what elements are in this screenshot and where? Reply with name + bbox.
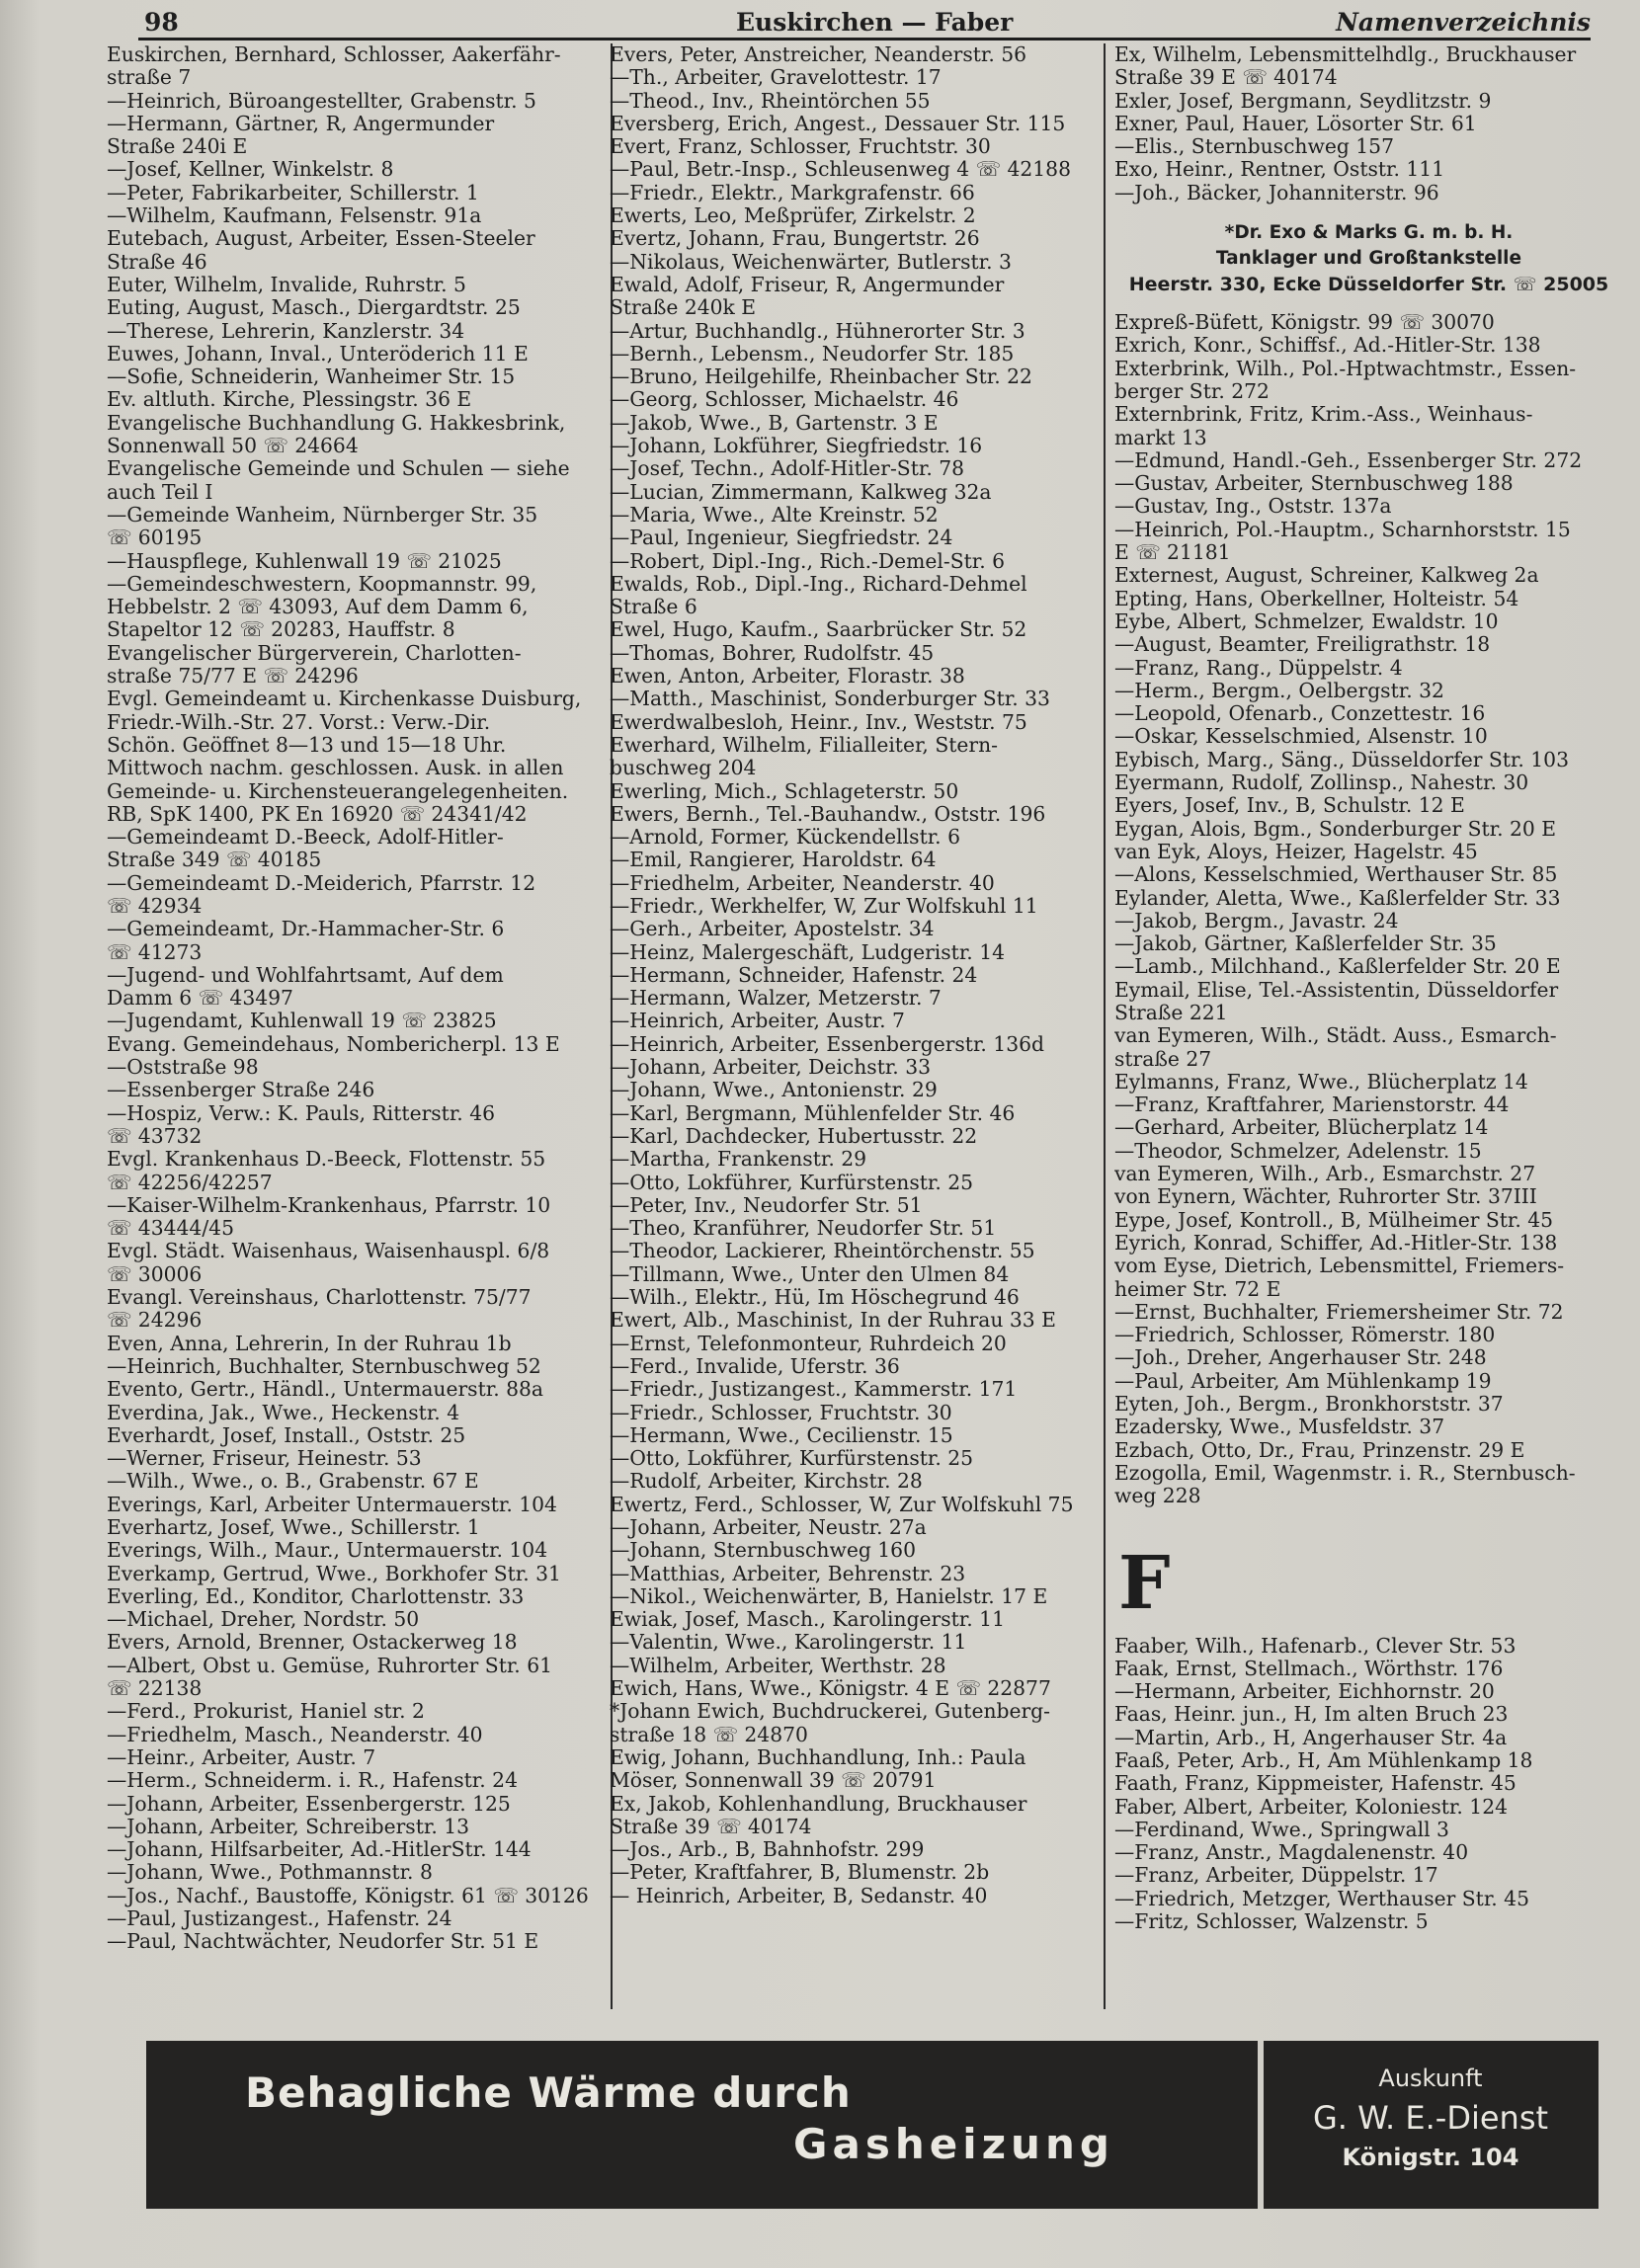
directory-entry: —Theodor, Lackierer, Rheintörchenstr. 55	[610, 1239, 1035, 1263]
directory-entry: ☏ 41273	[107, 939, 203, 964]
directory-entry: —Martha, Frankenstr. 29	[610, 1147, 867, 1172]
directory-entry: —Paul, Betr.-Insp., Schleusenweg 4 ☏ 42188	[610, 157, 1071, 182]
directory-entry: Straße 46	[107, 249, 207, 274]
directory-entry: —Oskar, Kesselschmied, Alsenstr. 10	[1114, 724, 1488, 749]
directory-entry: berger Str. 272	[1114, 378, 1270, 403]
directory-entry: Ezbach, Otto, Dr., Frau, Prinzenstr. 29 E	[1114, 1437, 1525, 1462]
directory-entry: —Wilhelm, Arbeiter, Werthstr. 28	[610, 1653, 946, 1677]
directory-entry: ☏ 42934	[107, 893, 203, 918]
directory-entry: —Karl, Bergmann, Mühlenfelder Str. 46	[610, 1100, 1016, 1125]
directory-entry: —Franz, Anstr., Magdalenenstr. 40	[1114, 1840, 1469, 1865]
directory-entry: Euskirchen, Bernhard, Schlosser, Aakerfähr-	[107, 43, 561, 66]
directory-entry: —Friedr., Werkhelfer, W, Zur Wolfskuhl 11	[610, 893, 1038, 918]
directory-entry: Ewerling, Mich., Schlageterstr. 50	[610, 778, 959, 803]
directory-entry: —Ferd., Prokurist, Haniel str. 2	[107, 1699, 425, 1724]
directory-entry: Friedr.-Wilh.-Str. 27. Vorst.: Verw.-Dir.	[107, 709, 491, 734]
directory-entry: ☏ 30006	[107, 1261, 203, 1286]
directory-entry: — Heinrich, Arbeiter, B, Sedanstr. 40	[610, 1883, 988, 1907]
directory-entry: Ewert, Alb., Maschinist, In der Ruhrau 33 E	[610, 1308, 1056, 1333]
directory-entry: —Matth., Maschinist, Sonderburger Str. 33	[610, 687, 1050, 711]
advert-info-address: Königstr. 104	[1342, 2144, 1519, 2171]
directory-entry: —Hospiz, Verw.: K. Pauls, Ritterstr. 46	[107, 1100, 495, 1125]
directory-entry: —Joh., Dreher, Angerhauser Str. 248	[1114, 1345, 1487, 1370]
directory-entry: Ev. altluth. Kirche, Plessingstr. 36 E	[107, 387, 472, 412]
directory-entry: —Hermann, Walzer, Metzerstr. 7	[610, 986, 942, 1011]
directory-entry: —Wilhelm, Kaufmann, Felsenstr. 91a	[107, 203, 482, 228]
directory-entry: Eymail, Elise, Tel.-Assistentin, Düsseldorfer	[1114, 977, 1559, 1002]
directory-entry: —Bernh., Lebensm., Neudorfer Str. 185	[610, 341, 1015, 365]
directory-entry: Ewich, Hans, Wwe., Königstr. 4 E ☏ 22877	[610, 1676, 1051, 1701]
directory-entry: Eyrich, Konrad, Schiffer, Ad.-Hitler-Str. 138	[1114, 1230, 1558, 1255]
directory-entry: Evangelischer Bürgerverein, Charlotten-	[107, 640, 522, 665]
directory-entry: —Josef, Techn., Adolf-Hitler-Str. 78	[610, 456, 965, 481]
directory-entry: —Sofie, Schneiderin, Wanheimer Str. 15	[107, 364, 516, 389]
directory-entry: —Friedhelm, Arbeiter, Neanderstr. 40	[610, 870, 995, 895]
directory-entry: Evgl. Städt. Waisenhaus, Waisenhauspl. 6/8	[107, 1239, 550, 1263]
directory-entry: Evangelische Buchhandlung G. Hakkesbrink,	[107, 410, 566, 435]
directory-entry: Straße 6	[610, 595, 697, 619]
column-3-f-entries	[1114, 1635, 1623, 1934]
directory-entry: Exo, Heinr., Rentner, Oststr. 111	[1114, 157, 1445, 182]
exo-line-3: Heerstr. 330, Ecke Düsseldorfer Str. ☏ 25005	[1128, 274, 1609, 296]
directory-entry: —Werner, Friseur, Heinestr. 53	[107, 1446, 422, 1471]
directory-entry: Ewig, Johann, Buchhandlung, Inh.: Paula	[610, 1744, 1026, 1769]
directory-entry: —Bruno, Heilgehilfe, Rheinbacher Str. 22	[610, 364, 1032, 389]
directory-entry: Faber, Albert, Arbeiter, Koloniestr. 124	[1114, 1794, 1509, 1819]
column-3	[1114, 43, 1623, 1933]
directory-entry: —Johann, Hilfsarbeiter, Ad.-HitlerStr. 144	[107, 1837, 532, 1862]
directory-entry: Ezogolla, Emil, Wagenmstr. i. R., Sternbusch-	[1114, 1460, 1576, 1485]
directory-entry: —Otto, Lokführer, Kurfürstenstr. 25	[610, 1170, 974, 1194]
directory-entry: —Franz, Kraftfahrer, Marienstorstr. 44	[1114, 1093, 1510, 1117]
column-3-middle-entries	[1114, 311, 1623, 1507]
directory-entry: ☏ 43444/45	[107, 1216, 234, 1241]
column-2	[610, 43, 1104, 1907]
directory-entry: Ewald, Adolf, Friseur, R, Angermunder	[610, 272, 1005, 296]
directory-entry: —Jos., Arb., B, Bahnhofstr. 299	[610, 1837, 925, 1862]
directory-entry: Externbrink, Fritz, Krim.-Ass., Weinhaus-	[1114, 402, 1533, 427]
gas-heating-advert	[146, 2041, 1599, 2209]
directory-entry: —Johann, Wwe., Pothmannstr. 8	[107, 1860, 433, 1885]
directory-entry: Eylmanns, Franz, Wwe., Blücherplatz 14	[1114, 1069, 1528, 1094]
directory-entry: —Theo, Kranführer, Neudorfer Str. 51	[610, 1216, 997, 1241]
directory-entry: —Jos., Nachf., Baustoffe, Königstr. 61 ☏ 30126	[107, 1883, 589, 1907]
directory-entry: ☏ 42256/42257	[107, 1170, 273, 1194]
directory-entry: —Jakob, Bergm., Javastr. 24	[1114, 908, 1399, 932]
directory-entry: Straße 221	[1114, 1000, 1228, 1024]
directory-entry: —Johann, Arbeiter, Neustr. 27a	[610, 1515, 927, 1539]
directory-entry: Straße 240i E	[107, 134, 248, 159]
directory-entry: Eylander, Aletta, Wwe., Kaßlerfelder Str. 33	[1114, 885, 1561, 910]
directory-entry: Eyten, Joh., Bergm., Bronkhorststr. 37	[1114, 1392, 1504, 1417]
directory-entry: —Paul, Arbeiter, Am Mühlenkamp 19	[1114, 1368, 1492, 1393]
advert-slogan-1: Behagliche Wärme durch	[245, 2068, 852, 2117]
directory-entry: —Elis., Sternbuschweg 157	[1114, 134, 1394, 159]
directory-entry: —Thomas, Bohrer, Rudolfstr. 45	[610, 640, 935, 665]
directory-entry: Ewiak, Josef, Masch., Karolingerstr. 11	[610, 1607, 1005, 1632]
directory-entry: —Ferdinand, Wwe., Springwall 3	[1114, 1817, 1449, 1841]
directory-entry: weg 228	[1114, 1484, 1201, 1508]
directory-entry: Ewers, Bernh., Tel.-Bauhandw., Oststr. 196	[610, 801, 1046, 826]
directory-entry: Eyers, Josef, Inv., B, Schulstr. 12 E	[1114, 793, 1465, 818]
directory-entry: Evangl. Vereinshaus, Charlottenstr. 75/77	[107, 1285, 532, 1310]
directory-entry: auch Teil I	[107, 479, 213, 504]
directory-entry: —Johann, Lokführer, Siegfriedstr. 16	[610, 434, 983, 458]
directory-entry: —Hauspflege, Kuhlenwall 19 ☏ 21025	[107, 548, 502, 573]
directory-entry: —Heinrich, Arbeiter, Essenbergerstr. 136d	[610, 1031, 1044, 1056]
directory-entry: Epting, Hans, Oberkellner, Holteistr. 54	[1114, 586, 1519, 610]
directory-entry: Everling, Ed., Konditor, Charlottenstr. 33	[107, 1583, 525, 1608]
directory-entry: Faaber, Wilh., Hafenarb., Clever Str. 53	[1114, 1633, 1517, 1658]
page-range: Euskirchen — Faber	[736, 8, 1014, 37]
directory-entry: —Hermann, Wwe., Cecilienstr. 15	[610, 1422, 953, 1447]
directory-entry: Evert, Franz, Schlosser, Fruchtstr. 30	[610, 134, 991, 159]
directory-entry: straße 27	[1114, 1046, 1212, 1071]
directory-entry: —Paul, Nachtwächter, Neudorfer Str. 51 E	[107, 1929, 539, 1954]
directory-entry: —Fritz, Schlosser, Walzenstr. 5	[1114, 1909, 1429, 1934]
directory-entry: —Gemeindeamt D.-Beeck, Adolf-Hitler-	[107, 825, 504, 850]
directory-entry: —Arnold, Former, Kückendellstr. 6	[610, 825, 960, 850]
directory-entry: —Th., Arbeiter, Gravelottestr. 17	[610, 65, 942, 90]
directory-entry: Schön. Geöffnet 8—13 und 15—18 Uhr.	[107, 732, 507, 757]
directory-entry: —Michael, Dreher, Nordstr. 50	[107, 1607, 420, 1632]
section-letter: F	[1118, 1540, 1171, 1626]
directory-entry: Eype, Josef, Kontroll., B, Mülheimer Str. 45	[1114, 1207, 1554, 1232]
directory-entry: Eygan, Alois, Bgm., Sonderburger Str. 20 E	[1114, 816, 1557, 841]
directory-entry: Euting, August, Masch., Diergardtstr. 25	[107, 295, 521, 320]
directory-entry: Sonnenwall 50 ☏ 24664	[107, 434, 359, 458]
directory-entry: Eutebach, August, Arbeiter, Essen-Steeler	[107, 226, 535, 251]
directory-entry: —August, Beamter, Freiligrathstr. 18	[1114, 632, 1491, 657]
directory-entry: —Franz, Rang., Düppelstr. 4	[1114, 655, 1403, 680]
directory-entry: —Ernst, Telefonmonteur, Ruhrdeich 20	[610, 1331, 1007, 1355]
directory-entry: —Heinz, Malergeschäft, Ludgeristr. 14	[610, 939, 1005, 964]
directory-entry: Everings, Wilh., Maur., Untermauerstr. 104	[107, 1538, 548, 1563]
directory-entry: Ewerdwalbesloh, Heinr., Inv., Weststr. 75	[610, 709, 1027, 734]
directory-entry: Gemeinde- u. Kirchensteuerangelegenheiten.	[107, 778, 569, 803]
directory-entry: —Leopold, Ofenarb., Conzettestr. 16	[1114, 701, 1486, 726]
directory-entry: ☏ 60195	[107, 526, 203, 550]
directory-entry: —Johann, Sternbuschweg 160	[610, 1538, 916, 1563]
directory-entry: Everhardt, Josef, Install., Oststr. 25	[107, 1422, 466, 1447]
directory-entry: —Joh., Bäcker, Johanniterstr. 96	[1114, 180, 1439, 204]
directory-entry: —Paul, Justizangest., Hafenstr. 24	[107, 1906, 452, 1931]
directory-entry: van Eymeren, Wilh., Arb., Esmarchstr. 27	[1114, 1162, 1536, 1186]
directory-entry: Mittwoch nachm. geschlossen. Ausk. in allen	[107, 756, 564, 780]
directory-entry: —Heinrich, Buchhalter, Sternbuschweg 52	[107, 1353, 541, 1378]
directory-entry: —Emil, Rangierer, Haroldstr. 64	[610, 848, 937, 872]
directory-entry: —Heinrich, Arbeiter, Austr. 7	[610, 1009, 905, 1033]
directory-entry: —Hermann, Schneider, Hafenstr. 24	[610, 962, 978, 987]
directory-entry: Exner, Paul, Hauer, Lösorter Str. 61	[1114, 111, 1477, 135]
section-title: Namenverzeichnis	[1336, 8, 1591, 37]
directory-entry: —Alons, Kesselschmied, Werthauser Str. 85	[1114, 862, 1558, 887]
directory-entry: Expreß-Büfett, Königstr. 99 ☏ 30070	[1114, 310, 1495, 335]
directory-entry: Faas, Heinr. jun., H, Im alten Bruch 23	[1114, 1702, 1509, 1727]
directory-entry: —Herm., Bergm., Oelbergstr. 32	[1114, 678, 1444, 702]
advert-slogan-2: Gasheizung	[793, 2120, 1114, 2168]
directory-entry: —Martin, Arb., H, Angerhauser Str. 4a	[1114, 1725, 1508, 1749]
directory-entry: Eyermann, Rudolf, Zollinsp., Nahestr. 30	[1114, 770, 1529, 795]
directory-entry: —Rudolf, Arbeiter, Kirchstr. 28	[610, 1469, 923, 1494]
directory-entry: Stapeltor 12 ☏ 20283, Hauffstr. 8	[107, 617, 455, 642]
directory-entry: —Johann, Arbeiter, Essenbergerstr. 125	[107, 1791, 511, 1816]
directory-entry: straße 18 ☏ 24870	[610, 1722, 808, 1746]
directory-entry: Exrich, Konr., Schiffsf., Ad.-Hitler-Str. 138	[1114, 333, 1541, 358]
directory-entry: ☏ 43732	[107, 1123, 203, 1148]
directory-entry: ☏ 24296	[107, 1308, 203, 1333]
directory-entry: Externest, August, Schreiner, Kalkweg 2a	[1114, 563, 1539, 588]
directory-entry: —Hermann, Gärtner, R, Angermunder	[107, 111, 495, 135]
directory-entry: —Friedr., Justizangest., Kammerstr. 171	[610, 1377, 1018, 1402]
directory-entry: Even, Anna, Lehrerin, In der Ruhrau 1b	[107, 1331, 512, 1355]
directory-entry: —Peter, Fabrikarbeiter, Schillerstr. 1	[107, 180, 479, 204]
advert-info	[1292, 2061, 1569, 2175]
directory-entry: Ewerhard, Wilhelm, Filialleiter, Stern-	[610, 732, 998, 757]
directory-entry: van Eymeren, Wilh., Städt. Auss., Esmarch-	[1114, 1023, 1557, 1048]
directory-entry: Faak, Ernst, Stellmach., Wörthstr. 176	[1114, 1656, 1504, 1680]
directory-entry: —Johann, Arbeiter, Schreiberstr. 13	[107, 1814, 470, 1838]
directory-entry: —Nikolaus, Weichenwärter, Butlerstr. 3	[610, 249, 1012, 274]
directory-entry: Evertz, Johann, Frau, Bungertstr. 26	[610, 226, 980, 251]
directory-entry: —Matthias, Arbeiter, Behrenstr. 23	[610, 1561, 966, 1585]
directory-entry: —Gemeindeamt, Dr.-Hammacher-Str. 6	[107, 917, 505, 941]
directory-entry: —Lamb., Milchhand., Kaßlerfelder Str. 20 E	[1114, 954, 1561, 979]
directory-entry: —Josef, Kellner, Winkelstr. 8	[107, 157, 394, 182]
directory-entry: Eversberg, Erich, Angest., Dessauer Str. 115	[610, 111, 1066, 135]
directory-entry: —Ernst, Buchhalter, Friemersheimer Str. 72	[1114, 1299, 1564, 1324]
directory-entry: Straße 240k E	[610, 295, 757, 320]
column-3-top-entries	[1114, 43, 1623, 204]
directory-entry: Evento, Gertr., Händl., Untermauerstr. 88a	[107, 1377, 543, 1402]
directory-entry: Möser, Sonnenwall 39 ☏ 20791	[610, 1768, 937, 1793]
directory-entry: —Jugendamt, Kuhlenwall 19 ☏ 23825	[107, 1009, 497, 1033]
directory-entry: Straße 349 ☏ 40185	[107, 848, 322, 872]
directory-entry: Straße 39 ☏ 40174	[610, 1814, 812, 1838]
directory-entry: —Friedr., Elektr., Markgrafenstr. 66	[610, 180, 975, 204]
directory-entry: —Heinrich, Pol.-Hauptm., Scharnhorststr. 15	[1114, 517, 1571, 541]
directory-entry: Ewerts, Leo, Meßprüfer, Zirkelstr. 2	[610, 203, 976, 228]
directory-entry: —Gustav, Arbeiter, Sternbuschweg 188	[1114, 471, 1514, 496]
directory-entry: —Robert, Dipl.-Ing., Rich.-Demel-Str. 6	[610, 548, 1006, 573]
column-divider	[1104, 43, 1106, 2009]
directory-entry: *Johann Ewich, Buchdruckerei, Gutenberg-	[610, 1699, 1051, 1724]
directory-entry: RB, SpK 1400, PK En 16920 ☏ 24341/42	[107, 801, 528, 826]
directory-entry: —Gustav, Ing., Oststr. 137a	[1114, 494, 1392, 519]
exo-line-1: *Dr. Exo & Marks G. m. b. H.	[1224, 222, 1514, 244]
directory-entry: Eybe, Albert, Schmelzer, Ewaldstr. 10	[1114, 608, 1499, 633]
directory-entry: —Hermann, Arbeiter, Eichhornstr. 20	[1114, 1679, 1495, 1704]
directory-entry: von Eynern, Wächter, Ruhrorter Str. 37III	[1114, 1184, 1537, 1209]
directory-entry: Evgl. Krankenhaus D.-Beeck, Flottenstr. 55	[107, 1147, 546, 1172]
directory-entry: straße 7	[107, 65, 192, 90]
directory-entry: —Wilh., Wwe., o. B., Grabenstr. 67 E	[107, 1469, 479, 1494]
directory-entry: Exterbrink, Wilh., Pol.-Hptwachtmstr., Essen-	[1114, 356, 1577, 380]
directory-entry: Evgl. Gemeindeamt u. Kirchenkasse Duisburg,	[107, 687, 582, 711]
directory-entry: heimer Str. 72 E	[1114, 1276, 1281, 1301]
directory-entry: Ewertz, Ferd., Schlosser, W, Zur Wolfskuhl 75	[610, 1492, 1074, 1516]
advert-info-service: G. W. E.-Dienst	[1312, 2099, 1549, 2137]
directory-entry: —Theod., Inv., Rheintörchen 55	[610, 88, 931, 113]
page-header	[138, 8, 1591, 40]
directory-entry: —Gemeinde Wanheim, Nürnberger Str. 35	[107, 502, 538, 526]
directory-entry: —Kaiser-Wilhelm-Krankenhaus, Pfarrstr. 10	[107, 1192, 551, 1217]
directory-entry: —Artur, Buchhandlg., Hühnerorter Str. 3	[610, 318, 1025, 343]
directory-entry: —Lucian, Zimmermann, Kalkweg 32a	[610, 479, 992, 504]
directory-entry: Everdina, Jak., Wwe., Heckenstr. 4	[107, 1400, 460, 1424]
directory-entry: —Georg, Schlosser, Michaelstr. 46	[610, 387, 959, 412]
directory-entry: Exler, Josef, Bergmann, Seydlitzstr. 9	[1114, 88, 1492, 113]
directory-entry: Evers, Peter, Anstreicher, Neanderstr. 56	[610, 43, 1027, 66]
directory-entry: —Albert, Obst u. Gemüse, Ruhrorter Str. 61	[107, 1653, 553, 1677]
directory-entry: vom Eyse, Dietrich, Lebensmittel, Friemers-	[1114, 1254, 1565, 1278]
directory-entry: —Ferd., Invalide, Uferstr. 36	[610, 1353, 900, 1378]
page-number: 98	[144, 8, 179, 37]
directory-entry: Straße 39 E ☏ 40174	[1114, 65, 1338, 90]
directory-entry: —Johann, Wwe., Antonienstr. 29	[610, 1078, 938, 1102]
directory-entry: —Jakob, Gärtner, Kaßlerfelder Str. 35	[1114, 932, 1497, 956]
directory-entry: markt 13	[1114, 425, 1207, 449]
directory-entry: —Tillmann, Wwe., Unter den Ulmen 84	[610, 1261, 1010, 1286]
directory-entry: Faath, Franz, Kippmeister, Hafenstr. 45	[1114, 1771, 1517, 1796]
directory-entry: Ewalds, Rob., Dipl.-Ing., Richard-Dehmel	[610, 571, 1027, 596]
directory-entry: —Gerhard, Arbeiter, Blücherplatz 14	[1114, 1115, 1489, 1140]
directory-entry: —Jugend- und Wohlfahrtsamt, Auf dem	[107, 962, 504, 987]
exo-line-2: Tanklager und Großtankstelle	[1215, 248, 1522, 270]
column-1	[107, 43, 611, 1954]
directory-entry: —Valentin, Wwe., Karolingerstr. 11	[610, 1630, 967, 1655]
directory-entry: Evang. Gemeindehaus, Nombericherpl. 13 E	[107, 1031, 560, 1056]
directory-entry: Evangelische Gemeinde und Schulen — siehe	[107, 456, 570, 481]
directory-entry: Everings, Karl, Arbeiter Untermauerstr. 104	[107, 1492, 557, 1516]
directory-entry: Damm 6 ☏ 43497	[107, 986, 293, 1011]
directory-entry: Evers, Arnold, Brenner, Ostackerweg 18	[107, 1630, 518, 1655]
directory-entry: —Otto, Lokführer, Kurfürstenstr. 25	[610, 1446, 974, 1471]
directory-entry: —Gemeindeamt D.-Meiderich, Pfarrstr. 12	[107, 870, 536, 895]
directory-entry: Ex, Jakob, Kohlenhandlung, Bruckhauser	[610, 1791, 1027, 1816]
directory-entry: Ewen, Anton, Arbeiter, Florastr. 38	[610, 664, 965, 688]
directory-entry: —Herm., Schneiderm. i. R., Hafenstr. 24	[107, 1768, 518, 1793]
directory-entry: —Essenberger Straße 246	[107, 1078, 375, 1102]
directory-entry: straße 75/77 E ☏ 24296	[107, 664, 359, 688]
directory-entry: —Heinrich, Büroangestellter, Grabenstr. 5	[107, 88, 536, 113]
directory-entry: —Jakob, Wwe., B, Gartenstr. 3 E	[610, 410, 939, 435]
directory-entry: Euwes, Johann, Inval., Unteröderich 11 E	[107, 341, 529, 365]
directory-entry: Euter, Wilhelm, Invalide, Ruhrstr. 5	[107, 272, 466, 296]
directory-entry: —Franz, Arbeiter, Düppelstr. 17	[1114, 1863, 1438, 1888]
directory-entry: —Peter, Kraftfahrer, B, Blumenstr. 2b	[610, 1860, 990, 1885]
directory-entry: —Nikol., Weichenwärter, B, Hanielstr. 17 E	[610, 1583, 1048, 1608]
directory-entry: Ex, Wilhelm, Lebensmittelhdlg., Bruckhauser	[1114, 43, 1577, 66]
directory-entry: —Friedrich, Schlosser, Römerstr. 180	[1114, 1323, 1496, 1347]
directory-entry: —Johann, Arbeiter, Deichstr. 33	[610, 1055, 932, 1080]
directory-entry: —Gemeindeschwestern, Koopmannstr. 99,	[107, 571, 537, 596]
directory-entry: —Maria, Wwe., Alte Kreinstr. 52	[610, 502, 939, 526]
directory-entry: E ☏ 21181	[1114, 540, 1231, 565]
directory-entry: —Gerh., Arbeiter, Apostelstr. 34	[610, 917, 935, 941]
directory-entry: van Eyk, Aloys, Heizer, Hagelstr. 45	[1114, 839, 1478, 863]
directory-entry: buschweg 204	[610, 756, 757, 780]
directory-entry: Ezadersky, Wwe., Musfeldstr. 37	[1114, 1415, 1445, 1439]
directory-entry: —Wilh., Elektr., Hü, Im Höschegrund 46	[610, 1285, 1020, 1310]
directory-entry: —Therese, Lehrerin, Kanzlerstr. 34	[107, 318, 465, 343]
directory-entry: Ewel, Hugo, Kaufm., Saarbrücker Str. 52	[610, 617, 1027, 642]
directory-entry: Everhartz, Josef, Wwe., Schillerstr. 1	[107, 1515, 480, 1539]
directory-entry: —Heinr., Arbeiter, Austr. 7	[107, 1744, 376, 1769]
directory-entry: —Friedhelm, Masch., Neanderstr. 40	[107, 1722, 483, 1746]
directory-entry: —Oststraße 98	[107, 1055, 259, 1080]
directory-entry: ☏ 22138	[107, 1676, 203, 1701]
directory-entry: —Edmund, Handl.-Geh., Essenberger Str. 272	[1114, 447, 1583, 472]
directory-entry: Faaß, Peter, Arb., H, Am Mühlenkamp 18	[1114, 1748, 1533, 1772]
directory-entry: —Karl, Dachdecker, Hubertusstr. 22	[610, 1123, 978, 1148]
company-advert-exo	[1114, 220, 1623, 297]
directory-entry: —Friedrich, Metzger, Werthauser Str. 45	[1114, 1886, 1529, 1910]
advert-divider	[1258, 2041, 1264, 2209]
directory-entry: —Paul, Ingenieur, Siegfriedstr. 24	[610, 526, 953, 550]
directory-entry: —Peter, Inv., Neudorfer Str. 51	[610, 1192, 923, 1217]
directory-entry: —Friedr., Schlosser, Fruchtstr. 30	[610, 1400, 952, 1424]
directory-entry: Eybisch, Marg., Säng., Düsseldorfer Str. 103	[1114, 747, 1569, 771]
directory-entry: Everkamp, Gertrud, Wwe., Borkhofer Str. 31	[107, 1561, 561, 1585]
directory-entry: —Theodor, Schmelzer, Adelenstr. 15	[1114, 1138, 1482, 1163]
advert-info-label: Auskunft	[1378, 2065, 1483, 2092]
directory-entry: Hebbelstr. 2 ☏ 43093, Auf dem Damm 6,	[107, 595, 529, 619]
